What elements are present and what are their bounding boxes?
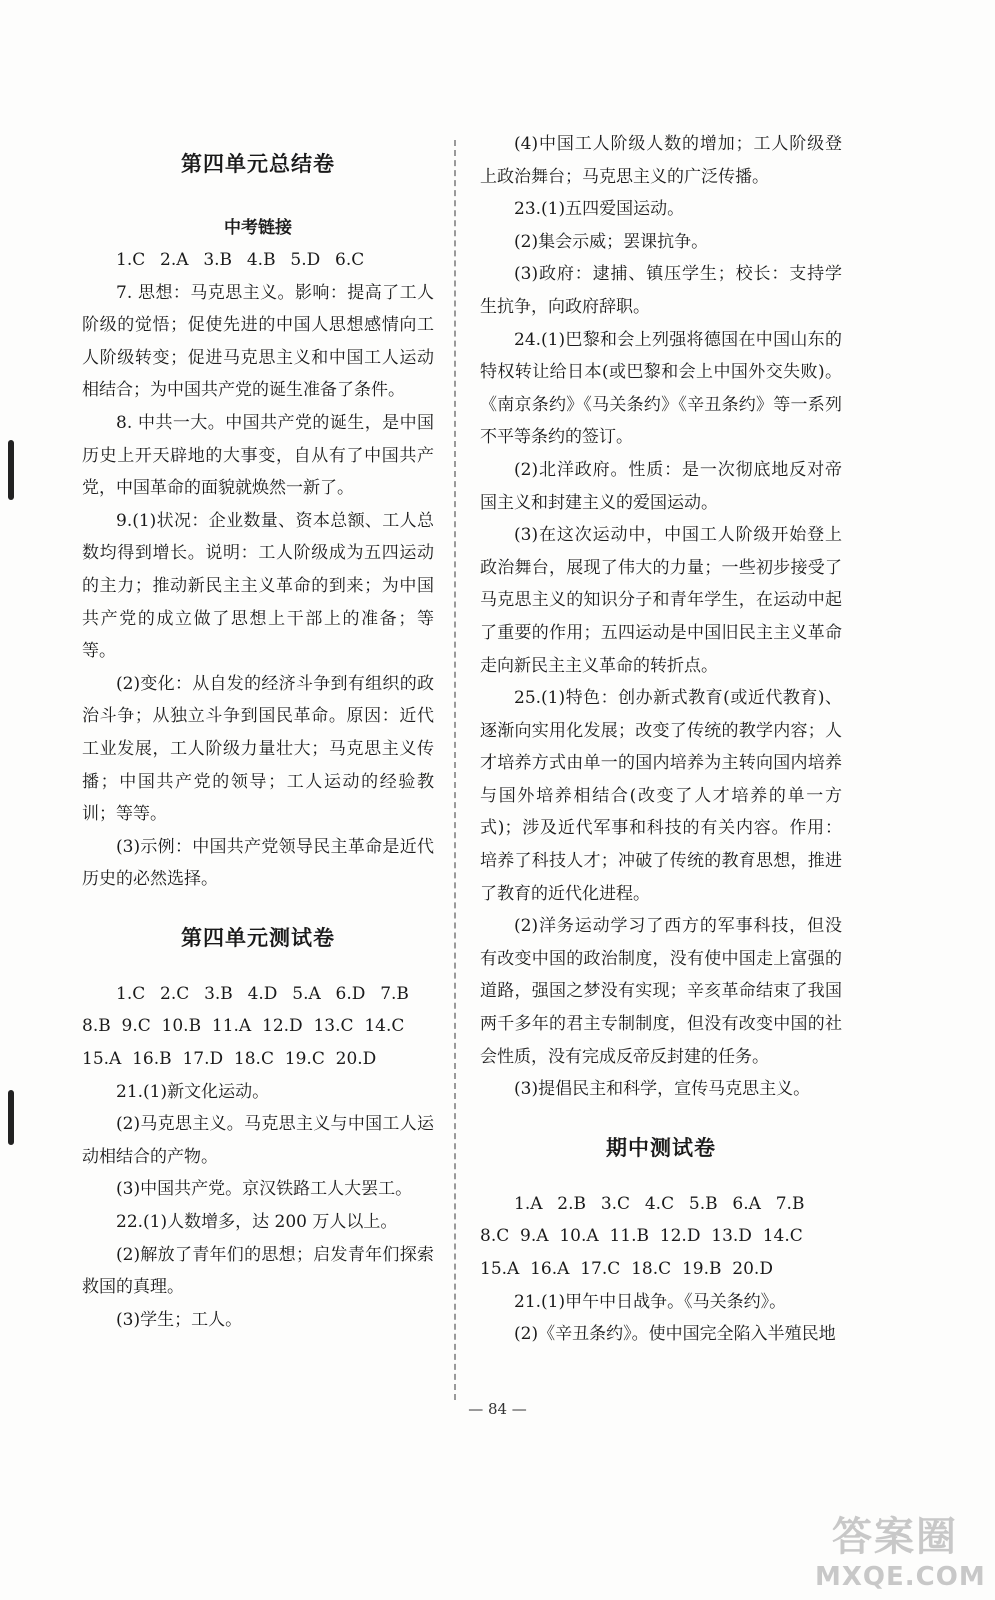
mc-answers: 1.C 2.C 3.B 4.D 5.A 6.D 7.B	[116, 983, 409, 1004]
answer-paragraph: 7. 思想：马克思主义。影响：提高了工人阶级的觉悟；促使先进的中国人思想感情向工人阶级转变；促进马克思主义和中国工人运动相结合；为中国共产党的诞生准备了条件。	[82, 282, 434, 401]
answer-paragraph: 21.(1)新文化运动。	[116, 1081, 270, 1102]
answer-paragraph: (3)中国共产党。京汉铁路工人大罢工。	[116, 1179, 413, 1200]
answer-paragraph: 22.(1)人数增多，达 200 万人以上。	[116, 1212, 398, 1233]
watermark-text: 答案圈	[832, 1514, 958, 1560]
answer-paragraph: (3)政府：逮捕、镇压学生；校长：支持学生抗争，向政府辞职。	[480, 264, 842, 317]
mc-answers: 1.C 2.A 3.B 4.B 5.D 6.C	[116, 250, 365, 270]
answer-paragraph: (2)北洋政府。性质：是一次彻底地反对帝国主义和封建主义的爱国运动。	[480, 459, 842, 513]
watermark-logo	[815, 1505, 986, 1592]
left-column	[82, 128, 434, 1336]
mc-answers: 1.A 2.B 3.C 4.C 5.B 6.A 7.B	[514, 1193, 805, 1214]
answer-paragraph: (2)集会示威；罢课抗争。	[514, 231, 709, 252]
answer-paragraph: (2)变化：从自发的经济斗争到有组织的政治斗争；从独立斗争到国民革命。原因：近代工业发展，工人阶级力量壮大；马克思主义传播；中国共产党的领导；工人运动的经验教训；等等。	[82, 673, 434, 825]
answer-paragraph: (2)洋务运动学习了西方的军事科技，但没有改变中国的政治制度，没有使中国走上富强的道路，强国之梦没有实现；辛亥革命结束了我国两千多年的君主专制制度，但没有改变中国的社会性质，没有完成反帝反封建的任务。	[480, 916, 842, 1067]
column-divider	[454, 140, 456, 1400]
mc-answers: 8.C 9.A 10.A 11.B 12.D 13.D 14.C	[480, 1226, 803, 1247]
answer-paragraph: (2)解放了青年们的思想；启发青年们探索救国的真理。	[82, 1244, 434, 1298]
answer-paragraph: 23.(1)五四爱国运动。	[514, 199, 685, 220]
answer-paragraph: 21.(1)甲午中日战争。《马关条约》。	[514, 1291, 787, 1312]
answer-paragraph: (3)在这次运动中，中国工人阶级开始登上政治舞台，展现了伟大的力量；一些初步接受了马克思主义的知识分子和青年学生，在运动中起了重要的作用；五四运动是中国旧民主主义革命走向新民主主义革命的转折点。	[480, 525, 842, 676]
watermark-url: MXQE.COM	[815, 1562, 986, 1592]
answer-paragraph: (4)中国工人阶级人数的增加；工人阶级登上政治舞台；马克思主义的广泛传播。	[480, 134, 842, 187]
answer-paragraph: 8. 中共一大。中国共产党的诞生，是中国历史上开天辟地的大事变，自从有了中国共产党，中国革命的面貌就焕然一新了。	[82, 412, 434, 499]
scan-mark	[8, 1090, 14, 1145]
page-number: — 84 —	[468, 1400, 527, 1418]
mc-answers: 15.A 16.B 17.D 18.C 19.C 20.D	[82, 1049, 377, 1070]
subsection-title: 中考链接	[224, 218, 292, 238]
mc-answers: 8.B 9.C 10.B 11.A 12.D 13.C 14.C	[82, 1016, 405, 1037]
right-column	[480, 128, 842, 1351]
answer-paragraph: 25.(1)特色：创办新式教育(或近代教育)、逐渐向实用化发展；改变了传统的教学内容；人才培养方式由单一的国内培养为主转向国内培养与国外培养相结合(改变了人才培养的单一方式)；涉及近代军事和科技的有关内容。作用：培养了科技人才；冲破了传统的教育思想，推进了教育的近代化进程。	[480, 688, 842, 904]
scan-mark	[8, 440, 14, 500]
answer-paragraph: (3)学生；工人。	[116, 1309, 243, 1330]
section-title: 第四单元总结卷	[181, 152, 335, 176]
section-title: 期中测试卷	[606, 1135, 716, 1160]
answer-paragraph: (3)示例：中国共产党领导民主革命是近代历史的必然选择。	[82, 836, 434, 890]
mc-answers: 15.A 16.A 17.C 18.C 19.B 20.D	[480, 1259, 773, 1279]
section-title: 第四单元测试卷	[181, 925, 335, 950]
answer-paragraph: (3)提倡民主和科学，宣传马克思主义。	[514, 1079, 811, 1100]
answer-paragraph: (2)马克思主义。马克思主义与中国工人运动相结合的产物。	[82, 1114, 434, 1167]
answer-paragraph: 9.(1)状况：企业数量、资本总额、工人总数均得到增长。说明：工人阶级成为五四运动的主力；推动新民主主义革命的到来；为中国共产党的成立做了思想上干部上的准备；等等。	[82, 510, 434, 662]
answer-paragraph: (2)《辛丑条约》。使中国完全陷入半殖民地	[514, 1324, 836, 1345]
answer-paragraph: 24.(1)巴黎和会上列强将德国在中国山东的特权转让给日本(或巴黎和会上中国外交失败)。《南京条约》《马关条约》《辛丑条约》等一系列不平等条约的签订。	[480, 329, 842, 448]
